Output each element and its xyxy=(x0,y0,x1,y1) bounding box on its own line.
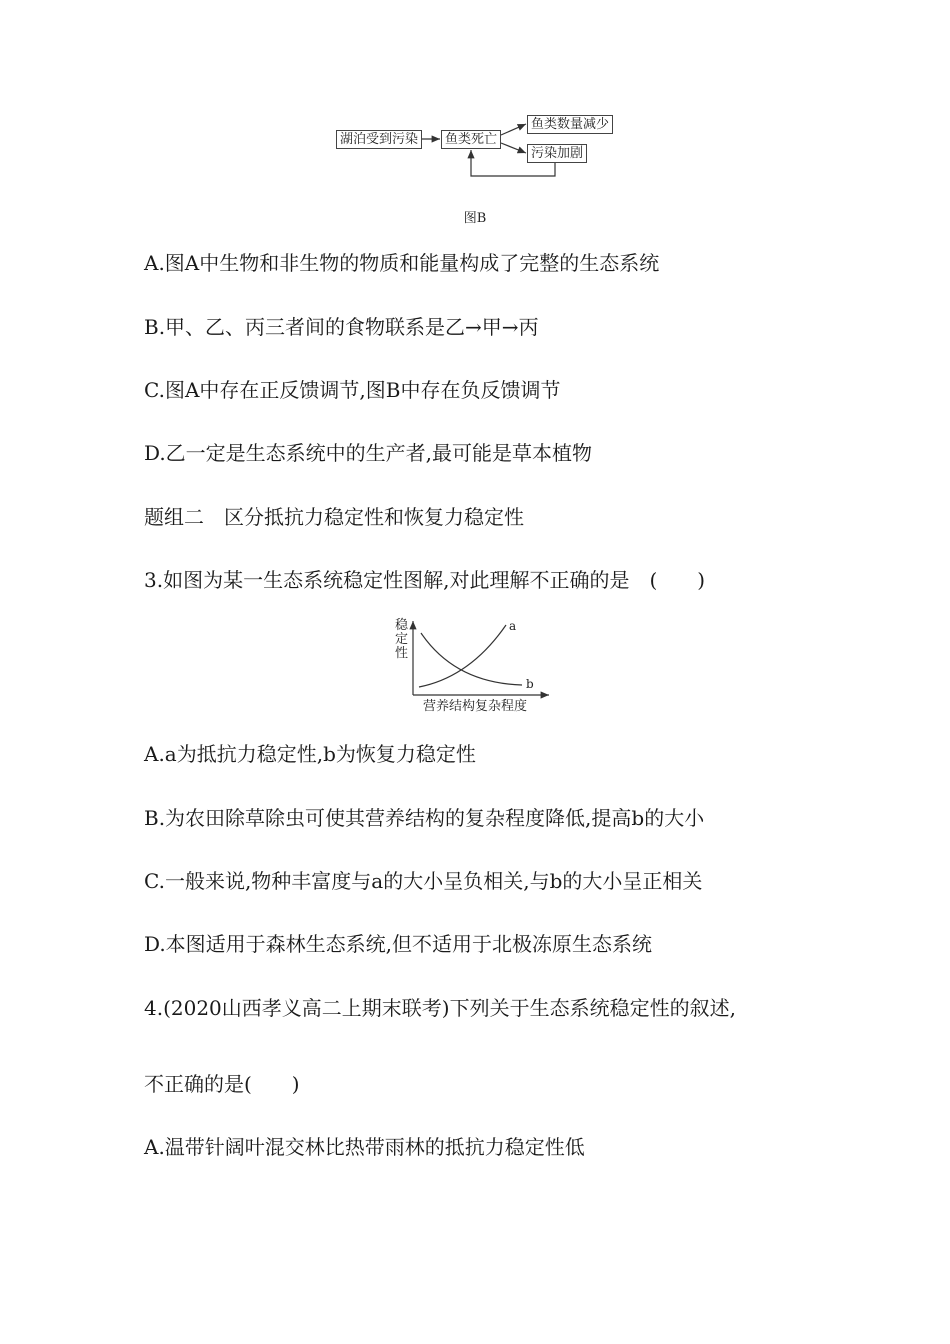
q2-option-c: C.图A中存在正反馈调节,图B中存在负反馈调节 xyxy=(144,378,561,402)
q3-option-c: C.一般来说,物种丰富度与a的大小呈负相关,与b的大小呈正相关 xyxy=(144,869,703,893)
box-fish-death: 鱼类死亡 xyxy=(441,130,501,149)
q4-stem-line1: 4.(2020山西孝义高二上期末联考)下列关于生态系统稳定性的叙述, xyxy=(144,996,736,1020)
ylabel-char-1: 稳 xyxy=(395,618,409,633)
arrow-fish-to-pollution xyxy=(501,143,526,153)
q2-option-b: B.甲、乙、丙三者间的食物联系是乙→甲→丙 xyxy=(144,315,539,339)
q4-stem-line2: 不正确的是( ) xyxy=(144,1072,300,1096)
box-fish-decrease: 鱼类数量减少 xyxy=(527,115,613,134)
q3-stem: 3.如图为某一生态系统稳定性图解,对此理解不正确的是 ( ) xyxy=(144,568,706,592)
q3-option-a: A.a为抵抗力稳定性,b为恢复力稳定性 xyxy=(144,742,476,766)
xlabel: 营养结构复杂程度 xyxy=(423,699,528,714)
arrow-fish-to-decrease xyxy=(501,124,526,135)
q2-option-d: D.乙一定是生态系统中的生产者,最可能是草本植物 xyxy=(144,441,593,465)
q3-option-d: D.本图适用于森林生态系统,但不适用于北极冻原生态系统 xyxy=(144,932,653,956)
box-lake-polluted: 湖泊受到污染 xyxy=(336,130,422,149)
ylabel-char-2: 定 xyxy=(395,632,409,647)
stability-chart xyxy=(0,615,950,715)
ylabel-char-3: 性 xyxy=(395,646,409,661)
figure-b-arrows xyxy=(0,0,950,200)
figure-b-caption: 图B xyxy=(463,211,487,226)
q3-option-b: B.为农田除草除虫可使其营养结构的复杂程度降低,提高b的大小 xyxy=(144,806,705,830)
curve-b xyxy=(421,633,522,685)
curve-b-label: b xyxy=(526,677,534,691)
q4-option-a: A.温带针阔叶混交林比热带雨林的抵抗力稳定性低 xyxy=(144,1135,585,1159)
q2-option-a: A.图A中生物和非生物的物质和能量构成了完整的生态系统 xyxy=(144,251,660,275)
curve-a xyxy=(419,625,506,687)
curve-a-label: a xyxy=(509,619,517,633)
box-pollution-worse: 污染加剧 xyxy=(527,144,587,163)
section-title: 题组二 区分抵抗力稳定性和恢复力稳定性 xyxy=(144,505,524,529)
